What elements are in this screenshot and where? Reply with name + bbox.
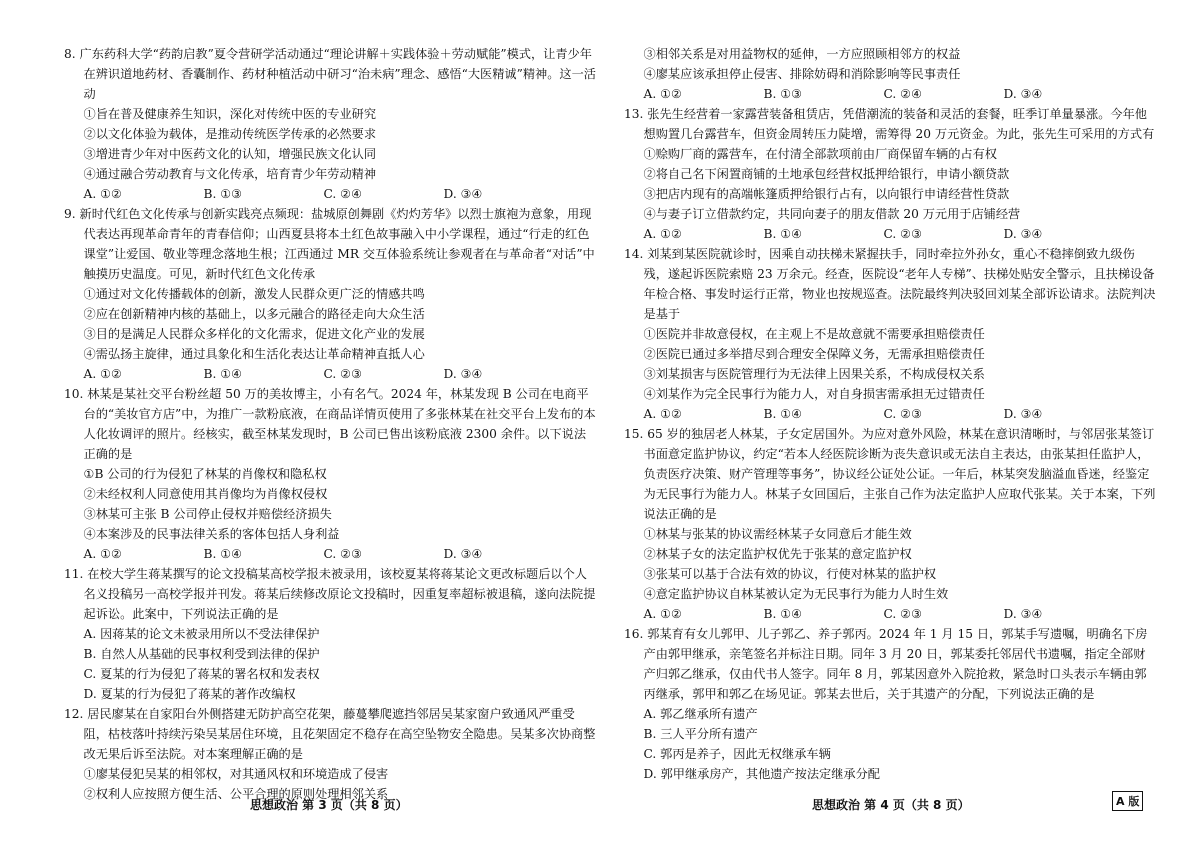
choice-d: D. ③④: [443, 187, 483, 201]
choice-b: B. ①④: [203, 367, 243, 381]
choice-c: C. ②④: [323, 187, 363, 201]
choice-a: A. ①②: [643, 607, 682, 621]
question-13: [624, 104, 1156, 244]
choice-d: D. ③④: [1003, 607, 1043, 621]
statement-option: ①旨在普及健康养生知识，深化对传统中医的专业研究: [83, 107, 377, 121]
statement-option: ③目的是满足人民群众多样化的文化需求，促进文化产业的发展: [83, 327, 425, 341]
answer-choices: [64, 544, 596, 564]
statement-option: ①赊购厂商的露营车，在付清全部款项前由厂商保留车辆的占有权: [643, 147, 997, 161]
question-stem: 14. 刘某到某医院就诊时，因乘自动扶梯未紧握扶手，同时牵拉外孙女，重心不稳摔倒致九级伤残，遂起诉医院索赔 23 万余元。经查，医院设“老年人专梯”、扶梯处贴安全警示，且扶梯设备年检合格、事发时运行正常，物业也按规巡查。法院最终判决驳回刘某全部诉讼请求。法院判决是基于: [624, 247, 1156, 321]
answer-choices: [64, 184, 596, 204]
statement-option: ③张某可以基于合法有效的协议，行使对林某的监护权: [643, 567, 937, 581]
choice-option: B. 自然人从基础的民事权利受到法律的保护: [83, 647, 320, 661]
statement-option: ②应在创新精神内核的基础上，以多元融合的路径走向大众生活: [83, 307, 425, 321]
statement-option: ②未经权利人同意使用其肖像均为肖像权侵权: [83, 487, 328, 501]
statement-option: ③林某可主张 B 公司停止侵权并赔偿经济损失: [83, 507, 332, 521]
choice-b: B. ①③: [763, 87, 803, 101]
choice-b: B. ①③: [203, 187, 243, 201]
choice-option: C. 郭丙是养子，因此无权继承车辆: [643, 747, 831, 761]
question-stem: 8. 广东药科大学“药韵启教”夏令营研学活动通过“理论讲解＋实践体验＋劳动赋能”模式，让青少年在辨识道地药材、香囊制作、药材种植活动中研习“治未病”理念、感悟“大医精诚”精神。这一活动: [64, 47, 596, 101]
statement-option: ③相邻关系是对用益物权的延伸，一方应照顾相邻方的权益: [643, 47, 961, 61]
choice-d: D. ③④: [1003, 87, 1043, 101]
statement-option: ④意定监护协议自林某被认定为无民事行为能力人时生效: [643, 587, 949, 601]
choice-a: A. ①②: [83, 187, 122, 201]
statement-option: ②林某子女的法定监护权优先于张某的意定监护权: [643, 547, 912, 561]
question-8: [64, 44, 596, 204]
choice-option: A. 因蒋某的论文未被录用所以不受法律保护: [83, 627, 320, 641]
question-12: [64, 704, 596, 804]
answer-choices: [624, 224, 1156, 244]
statement-option: ①医院并非故意侵权，在主观上不是故意就不需要承担赔偿责任: [643, 327, 985, 341]
statement-option: ④本案涉及的民事法律关系的客体包括人身利益: [83, 527, 340, 541]
page-footer-right: 思想政治 第 4 页（共 8 页）: [812, 798, 970, 812]
choice-a: A. ①②: [83, 547, 122, 561]
choice-d: D. ③④: [443, 547, 483, 561]
choice-a: A. ①②: [643, 407, 682, 421]
question-stem: 12. 居民廖某在自家阳台外侧搭建无防护高空花架，藤蔓攀爬遮挡邻居吴某家窗户致通风严重受阻，枯枝落叶持续污染吴某居住环境，且花架固定不稳存在高空坠物安全隐患。吴某多次协商整改无果后诉至法院。对本案理解正确的是: [64, 707, 596, 761]
statement-option: ②以文化体验为载体，是推动传统医学传承的必然要求: [83, 127, 377, 141]
answer-choices: [64, 364, 596, 384]
choice-option: D. 郭甲继承房产，其他遗产按法定继承分配: [643, 767, 880, 781]
statement-option: ③刘某损害与医院管理行为无法律上因果关系，不构成侵权关系: [643, 367, 985, 381]
choice-c: C. ②③: [883, 407, 923, 421]
statement-option: ①林某与张某的协议需经林某子女同意后才能生效: [643, 527, 912, 541]
question-stem: 11. 在校大学生蒋某撰写的论文投稿某高校学报未被录用，该校夏某将蒋某论文更改标题后以个人名义投稿另一高校学报并刊发。蒋某后续修改原论文投稿时，因重复率超标被退稿，遂向法院提起诉讼。此案中，下列说法正确的是: [64, 567, 596, 621]
question-11: [64, 564, 596, 704]
choice-a: A. ①②: [643, 87, 682, 101]
right-column: [624, 44, 1156, 784]
question-15: [624, 424, 1156, 624]
left-column: [64, 44, 596, 804]
statement-option: ④与妻子订立借款约定，共同向妻子的朋友借款 20 万元用于店铺经营: [643, 207, 1021, 221]
statement-option: ④刘某作为完全民事行为能力人，对自身损害需承担无过错责任: [643, 387, 985, 401]
version-badge: A 版: [1112, 791, 1143, 811]
choice-c: C. ②③: [883, 227, 923, 241]
statement-option: ①B 公司的行为侵犯了林某的肖像权和隐私权: [83, 467, 327, 481]
statement-option: ②权利人应按照方便生活、公平合理的原则处理相邻关系: [83, 787, 389, 801]
choice-b: B. ①④: [763, 607, 803, 621]
question-12-continued: [624, 44, 1156, 104]
statement-option: ③把店内现有的高端帐篷质押给银行占有，以向银行申请经营性贷款: [643, 187, 1010, 201]
statement-option: ③增进青少年对中医药文化的认知，增强民族文化认同: [83, 147, 377, 161]
choice-b: B. ①④: [203, 547, 243, 561]
answer-choices: [624, 404, 1156, 424]
choice-c: C. ②③: [323, 547, 363, 561]
question-stem: 13. 张先生经营着一家露营装备租赁店，凭借潮流的装备和灵活的套餐，旺季订单量暴涨。今年他想购置几台露营车，但资金周转压力陡增，需筹得 20 万元资金。为此，张先生可采用的方式有: [624, 107, 1155, 141]
page-footer-left: 思想政治 第 3 页（共 8 页）: [250, 798, 408, 812]
question-9: [64, 204, 596, 384]
choice-a: A. ①②: [83, 367, 122, 381]
question-14: [624, 244, 1156, 424]
choice-c: C. ②③: [323, 367, 363, 381]
choice-a: A. ①②: [643, 227, 682, 241]
question-stem: 15. 65 岁的独居老人林某，子女定居国外。为应对意外风险，林某在意识清晰时，与邻居张某签订书面意定监护协议，约定“若本人经医院诊断为丧失意识或无法自主表达，由张某担任监护人，负责医疗决策、财产管理等事务”，协议经公证处公证。一年后，林某突发脑溢血昏迷，经鉴定为无民事行为能力人。林某子女回国后，主张自己作为法定监护人应取代张某。关于本案，下列说法正确的是: [624, 427, 1156, 521]
choice-d: D. ③④: [1003, 407, 1043, 421]
answer-choices: [624, 604, 1156, 624]
answer-choices: [624, 84, 1156, 104]
question-stem: 9. 新时代红色文化传承与创新实践亮点频现：盐城原创舞剧《灼灼芳华》以烈士旗袍为意象，用现代表达再现革命青年的青春信仰；山西夏县将本土红色故事融入中小学课程，通过“行走的红色课堂”让爱国、敬业等理念落地生根；江西通过 MR 交互体验系统让参观者在与革命者“对话”中触摸历史温度。可见，新时代红色文化传承: [64, 207, 595, 281]
choice-option: D. 夏某的行为侵犯了蒋某的著作改编权: [83, 687, 296, 701]
choice-option: A. 郭乙继承所有遗产: [643, 707, 758, 721]
statement-option: ②医院已通过多举措尽到合理安全保障义务，无需承担赔偿责任: [643, 347, 985, 361]
choice-d: D. ③④: [443, 367, 483, 381]
choice-b: B. ①④: [763, 407, 803, 421]
statement-option: ④廖某应该承担停止侵害、排除妨碍和消除影响等民事责任: [643, 67, 961, 81]
choice-option: B. 三人平分所有遗产: [643, 727, 758, 741]
question-stem: 10. 林某是某社交平台粉丝超 50 万的美妆博主，小有名气。2024 年，林某发现 B 公司在电商平台的“美妆官方店”中，为推广一款粉底液，在商品详情页使用了多张林某在社交平台上发布的本人化妆调评的照片。经核实，截至林某发现时，B 公司已售出该粉底液 2300 余件。以下说法正确的是: [64, 387, 596, 461]
choice-c: C. ②④: [883, 87, 923, 101]
statement-option: ①通过对文化传播载体的创新，激发人民群众更广泛的情感共鸣: [83, 287, 425, 301]
choice-b: B. ①④: [763, 227, 803, 241]
question-16: [624, 624, 1156, 784]
choice-d: D. ③④: [1003, 227, 1043, 241]
choice-option: C. 夏某的行为侵犯了蒋某的署名权和发表权: [83, 667, 320, 681]
question-10: [64, 384, 596, 564]
statement-option: ①廖某侵犯吴某的相邻权，对其通风权和环境造成了侵害: [83, 767, 389, 781]
question-stem: 16. 郭某育有女儿郭甲、儿子郭乙、养子郭丙。2024 年 1 月 15 日，郭某手写遗嘱，明确名下房产由郭甲继承，亲笔签名并标注日期。同年 3 月 20 日，郭某委托邻居代书遗嘱，指定全部财产归郭乙继承，仅由代书人签字。同年 8 月，郭某因意外入院抢救，紧急时口头表示车辆由郭丙继承，郭甲和郭乙在场见证。郭某去世后，关于其遗产的分配，下列说法正确的是: [624, 627, 1148, 701]
choice-c: C. ②③: [883, 607, 923, 621]
statement-option: ②将自己名下闲置商铺的土地承包经营权抵押给银行，申请小额贷款: [643, 167, 1010, 181]
statement-option: ④通过融合劳动教育与文化传承，培育青少年劳动精神: [83, 167, 377, 181]
statement-option: ④需弘扬主旋律，通过具象化和生活化表达让革命精神直抵人心: [83, 347, 425, 361]
